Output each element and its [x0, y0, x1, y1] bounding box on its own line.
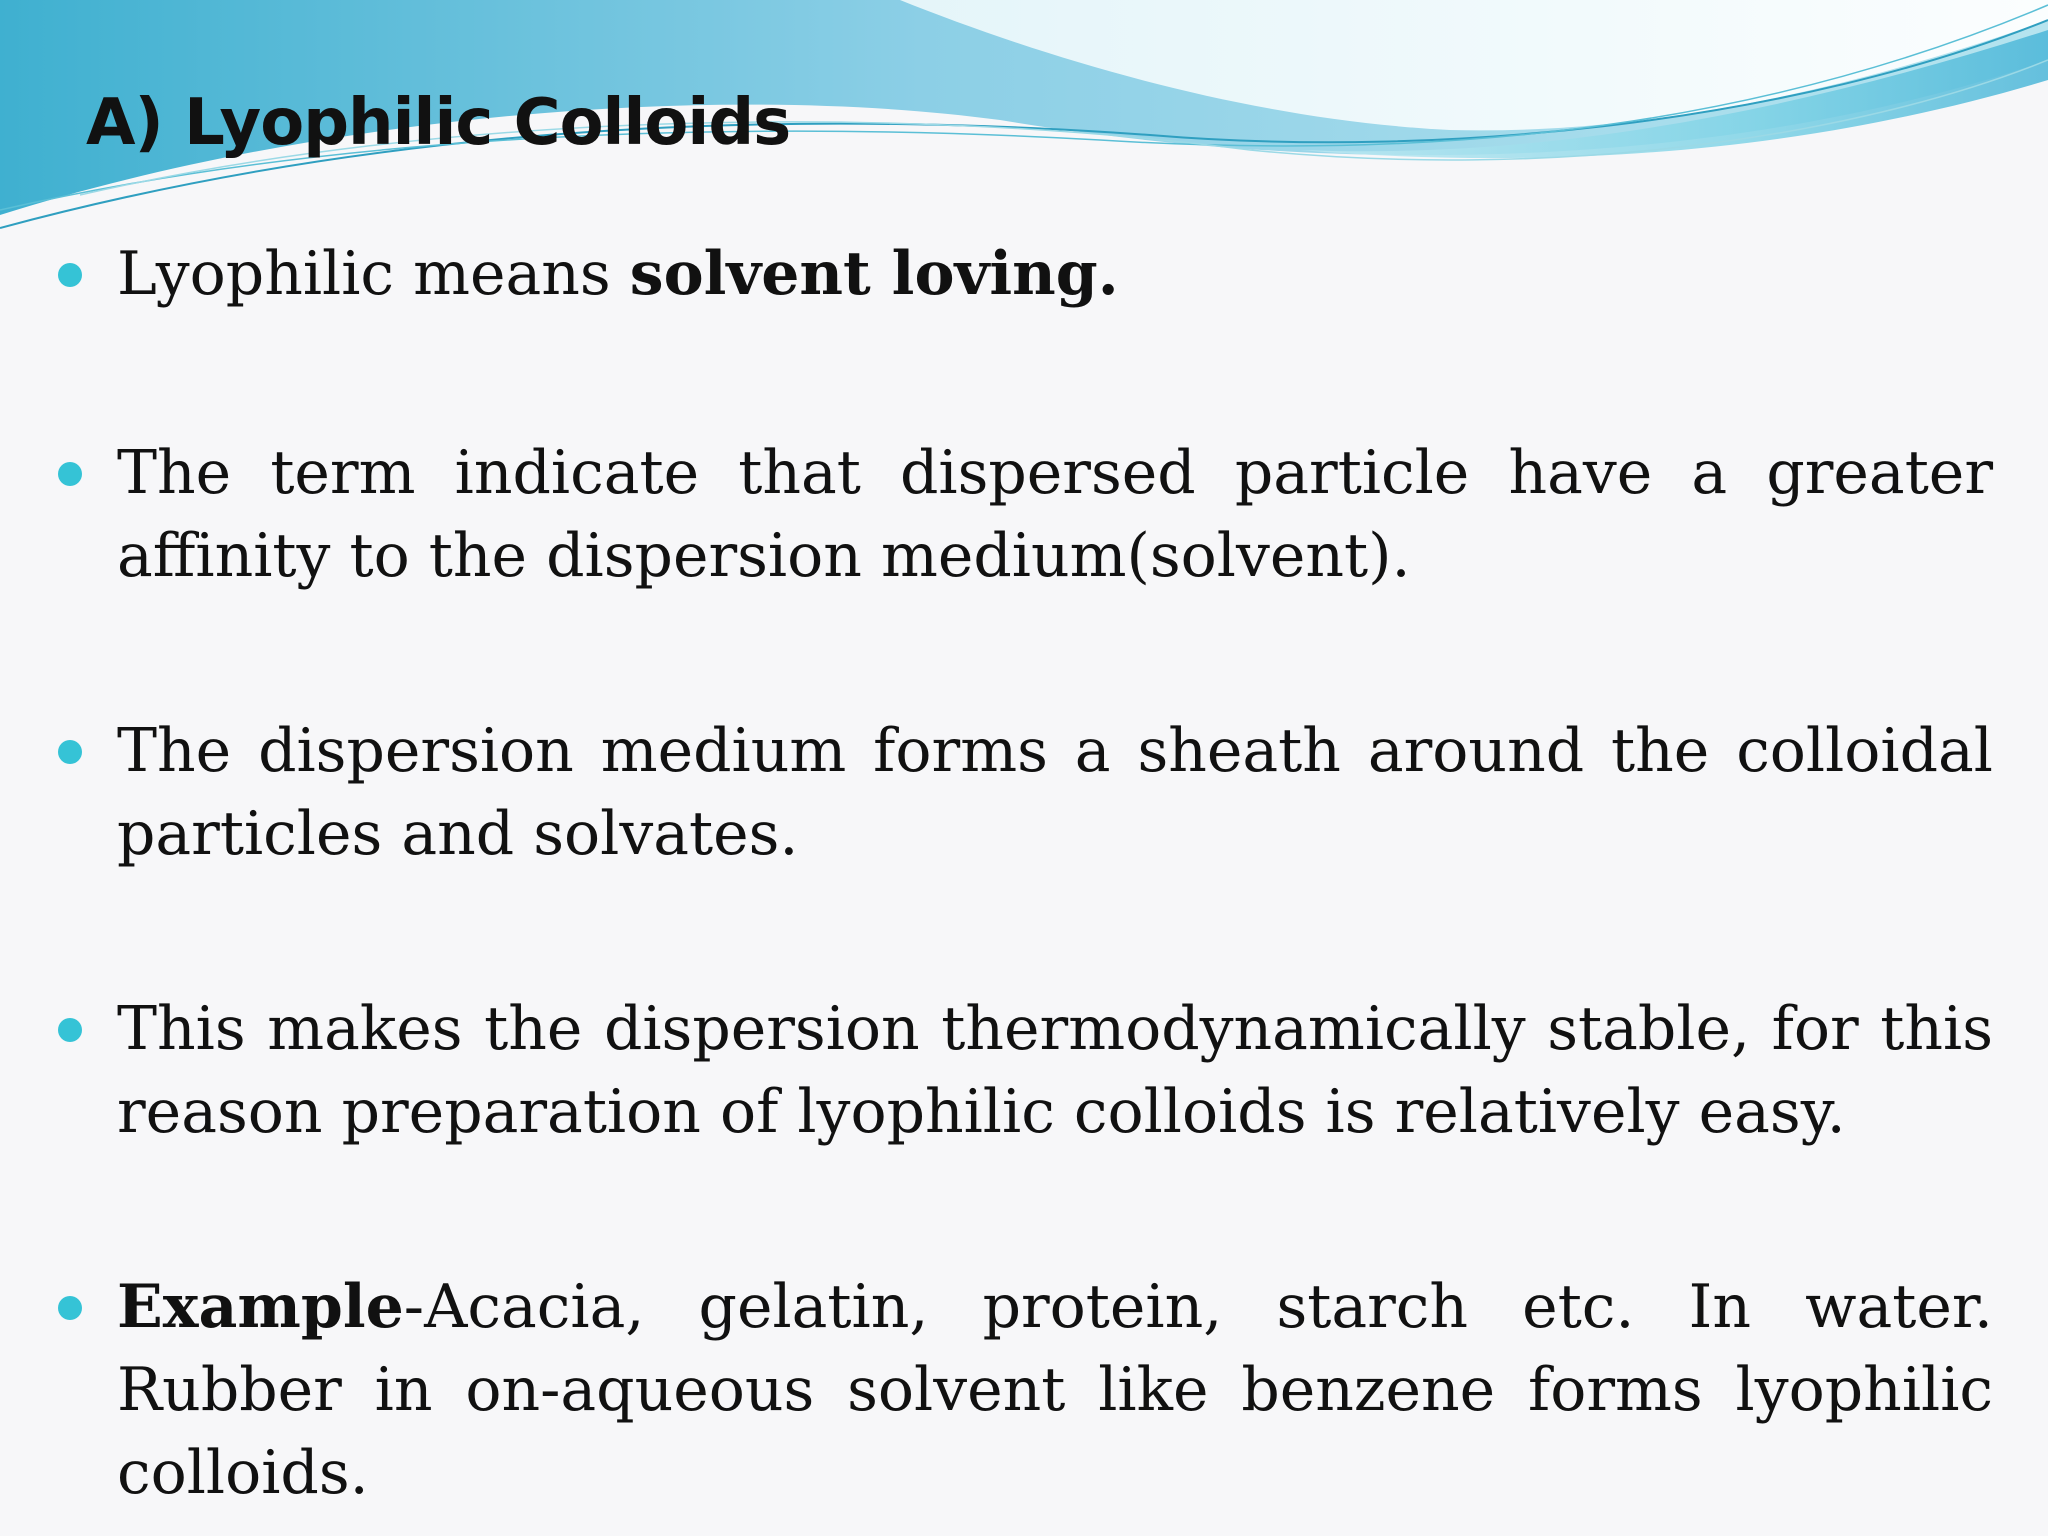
- bullet-list: [58, 0, 1993, 1536]
- bullet-text: [117, 432, 1993, 598]
- bullet-text: [117, 1266, 1993, 1515]
- bullet-item: [58, 432, 1993, 598]
- bullet-rest: The term indicate that dispersed particle have a greater affinity to the dispersion medium(solvent).: [117, 438, 1993, 591]
- bullet-lead: Lyophilic means: [117, 239, 630, 309]
- slide-title: A) Lyophilic Colloids: [86, 86, 791, 160]
- bullet-rest: The dispersion medium forms a sheath around the colloidal particles and solvates.: [117, 716, 1993, 869]
- bullet-rest: -Acacia, gelatin, protein, starch etc. In water. Rubber in on-aqueous solvent like benzene forms lyophilic colloids.: [117, 1272, 1993, 1508]
- bullet-strong: Example: [117, 1272, 404, 1342]
- bullet-text: [117, 710, 1993, 876]
- bullet-item: [58, 233, 1993, 316]
- bullet-text: [117, 233, 1993, 316]
- bullet-dot-icon: [58, 1018, 82, 1042]
- bullet-item: [58, 710, 1993, 876]
- bullet-item: [58, 988, 1993, 1154]
- bullet-item: [58, 1266, 1993, 1515]
- bullet-dot-icon: [58, 263, 82, 287]
- bullet-strong: solvent loving.: [629, 239, 1119, 309]
- bullet-dot-icon: [58, 740, 82, 764]
- bullet-rest: This makes the dispersion thermodynamically stable, for this reason preparation of lyophilic colloids is relatively easy.: [117, 994, 1993, 1147]
- bullet-dot-icon: [58, 1296, 82, 1320]
- bullet-text: [117, 988, 1993, 1154]
- bullet-dot-icon: [58, 462, 82, 486]
